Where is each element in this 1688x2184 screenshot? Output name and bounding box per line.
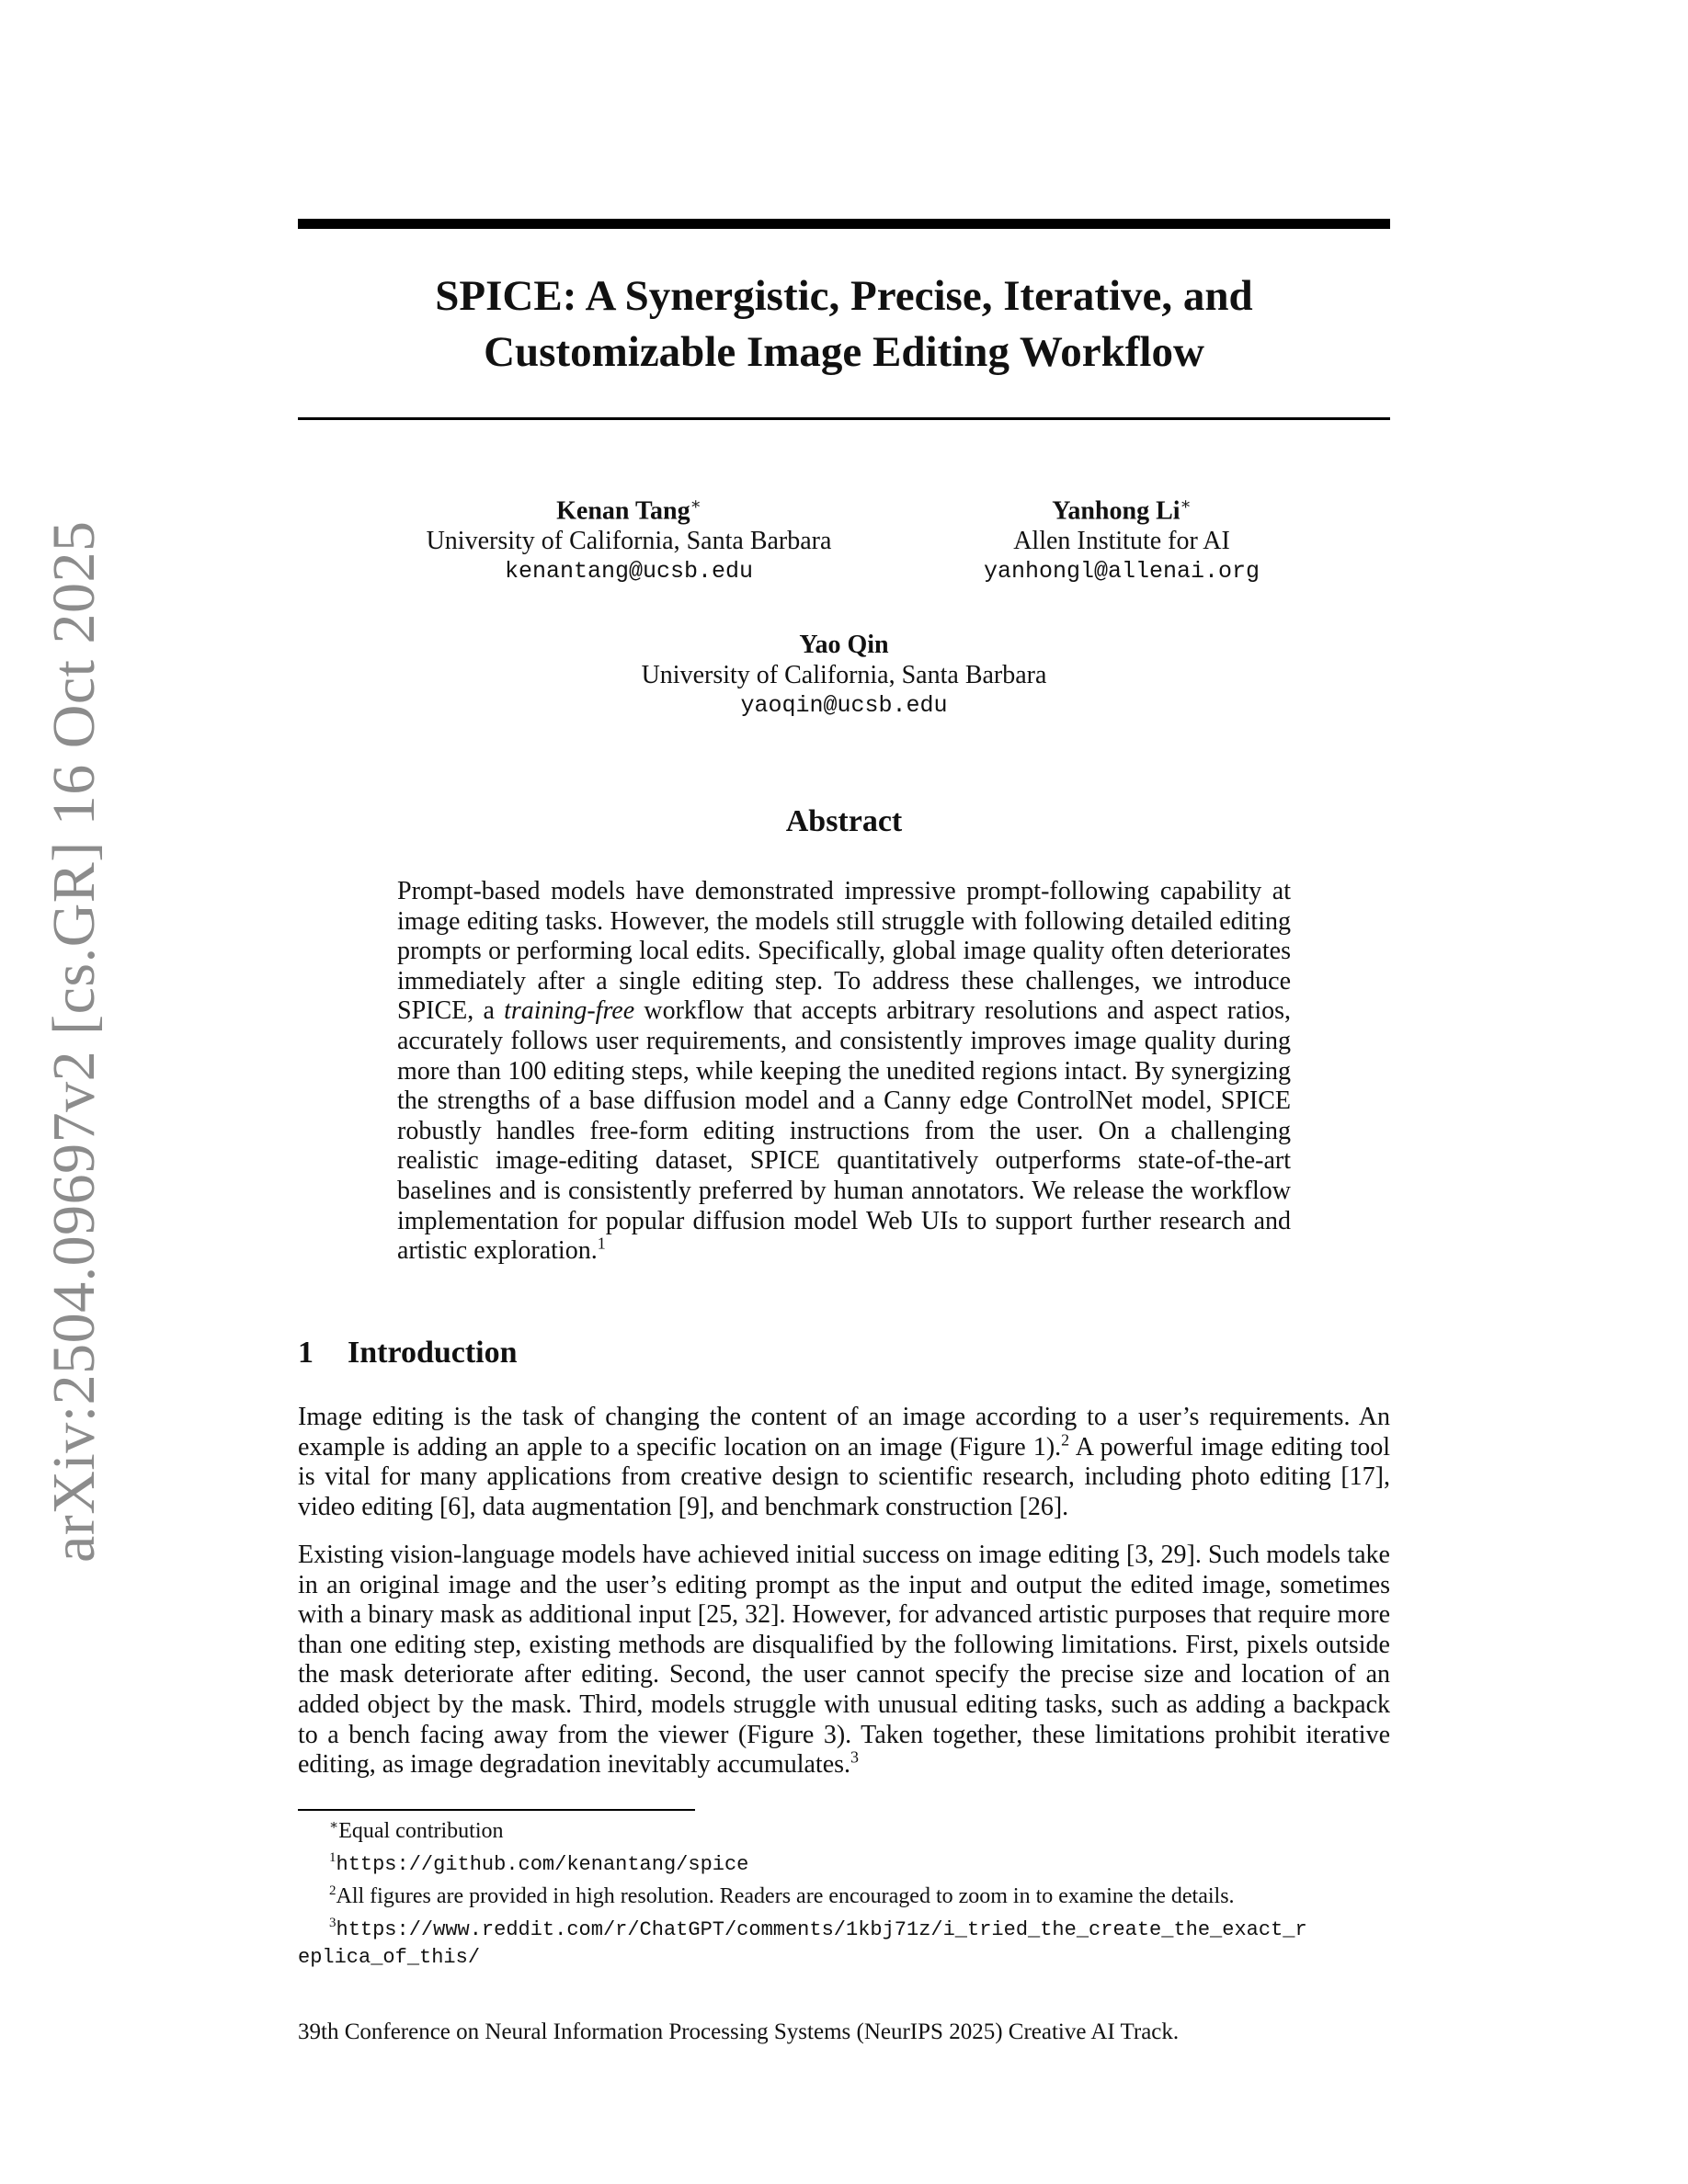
footnote-text: All figures are provided in high resolution. Readers are encouraged to zoom in to examine the details. [336, 1884, 1235, 1908]
footnote-ref-3[interactable]: 3 [850, 1747, 860, 1767]
footnote-equal-contribution [298, 1813, 1390, 1845]
paragraph-text: Existing vision-language models have achieved initial success on image editing [3, 29]. Such models take in an original image and the user’s editing prompt as the input and output the edited image, sometimes with a binary mask as additional input [25, 32]. However, for advanced artistic purposes that require more than one editing step, existing methods are disqualified by the following limitations. First, pixels outside the mask deteriorate after editing. Second, the user cannot specify the precise size and location of an added object by the mask. Third, models struggle with unusual editing tasks, such as adding a backpack to a bench facing away from the viewer (Figure 3). Taken together, these limitations prohibit iterative editing, as image degradation inevitably accumulates. [298, 1541, 1390, 1780]
author-affiliation: University of California, Santa Barbara [426, 527, 832, 556]
footnote-ref-1[interactable]: 1 [597, 1234, 606, 1253]
abstract-body [397, 877, 1291, 1267]
arxiv-side-stamp: arXiv:2504.09697v2 [cs.GR] 16 Oct 2025 [40, 520, 108, 1563]
intro-paragraph-2 [298, 1541, 1390, 1780]
title-top-rule [298, 219, 1390, 229]
section-number: 1 [298, 1336, 314, 1370]
author-affiliation: University of California, Santa Barbara [641, 661, 1047, 689]
author-name: Yao Qin [799, 631, 889, 659]
author-block-2 [938, 489, 1306, 586]
abstract-heading: Abstract [785, 804, 903, 838]
title-bottom-rule [298, 417, 1390, 420]
footnotes [298, 1813, 1390, 1971]
footnote-mark: 1 [329, 1850, 336, 1865]
footnote-mark: 3 [329, 1916, 336, 1930]
author-block-3 [614, 630, 1074, 721]
paper-title-line-2: Customizable Image Editing Workflow [484, 328, 1204, 376]
footnote-1 [298, 1845, 1390, 1878]
footnote-separator [298, 1809, 695, 1811]
footnote-link-part-1[interactable]: https://www.reddit.com/r/ChatGPT/comments/1kbj71z/i_tried_the_create_the_exact_r [336, 1918, 1307, 1941]
paragraph-text: A powerful image editing tool is vital for many applications from creative design to scientific research, including photo editing [17], video editing [6], data augmentation [9], and benchmark construction [26]. [298, 1432, 1391, 1521]
footnote-2 [298, 1878, 1390, 1910]
author-email[interactable]: yanhongl@allenai.org [983, 558, 1260, 586]
footnote-mark: 2 [329, 1883, 336, 1898]
author-name: Yanhong Li [1052, 496, 1180, 526]
author-affiliation: Allen Institute for AI [1013, 527, 1230, 556]
intro-paragraph-1 [298, 1403, 1390, 1522]
author-block-1 [399, 489, 859, 586]
author-equal-contrib-mark: ∗ [1180, 495, 1192, 513]
footnote-link-part-2[interactable]: eplica_of_this/ [298, 1946, 481, 1969]
footnote-text: Equal contribution [338, 1819, 504, 1843]
paper-title [298, 268, 1390, 381]
conference-footer: 39th Conference on Neural Information Processing Systems (NeurIPS 2025) Creative AI Track. [298, 2019, 1180, 2044]
footnote-3 [298, 1910, 1390, 1943]
author-name: Kenan Tang [556, 496, 690, 526]
footnote-link[interactable]: https://github.com/kenantang/spice [336, 1853, 749, 1876]
author-email[interactable]: kenantang@ucsb.edu [504, 558, 754, 586]
abstract-text-part-1: Prompt-based models have demonstrated impressive prompt-following capability at image editing tasks. However, the models still struggle with following detailed editing prompts or performing local edits. Specifically, global image quality often deteriorates immediately after a single editing step. To address these challenges, we introduce SPICE, a [397, 877, 1291, 1026]
author-equal-contrib-mark: ∗ [690, 495, 701, 513]
section-title: Introduction [348, 1336, 518, 1370]
section-heading-introduction [298, 1335, 518, 1371]
author-email[interactable]: yaoqin@ucsb.edu [740, 692, 948, 719]
footnote-3-continued [298, 1943, 1390, 1971]
paper-title-line-1: SPICE: A Synergistic, Precise, Iterative, and [435, 272, 1253, 320]
footnote-ref-2[interactable]: 2 [1061, 1430, 1070, 1450]
footnote-mark: ∗ [329, 1818, 339, 1833]
abstract-text-part-2: workflow that accepts arbitrary resolutions and aspect ratios, accurately follows user requirements, and consistently improves image quality during more than 100 editing steps, while keeping the unedited regions intact. By synergizing the strengths of a base diffusion model and a Canny edge ControlNet model, SPICE robustly handles free-form editing instructions from the user. On a challenging realistic image-editing dataset, SPICE quantitatively outperforms state-of-the-art baselines and is consistently preferred by human annotators. We release the workflow implementation for popular diffusion model Web UIs to support further research and artistic exploration. [397, 996, 1291, 1266]
abstract-italic-term: training-free [504, 996, 635, 1026]
paragraph-text: Image editing is the task of changing the content of an image according to a user’s requirements. An example is adding an apple to a specific location on an image (Figure 1). [298, 1403, 1390, 1462]
